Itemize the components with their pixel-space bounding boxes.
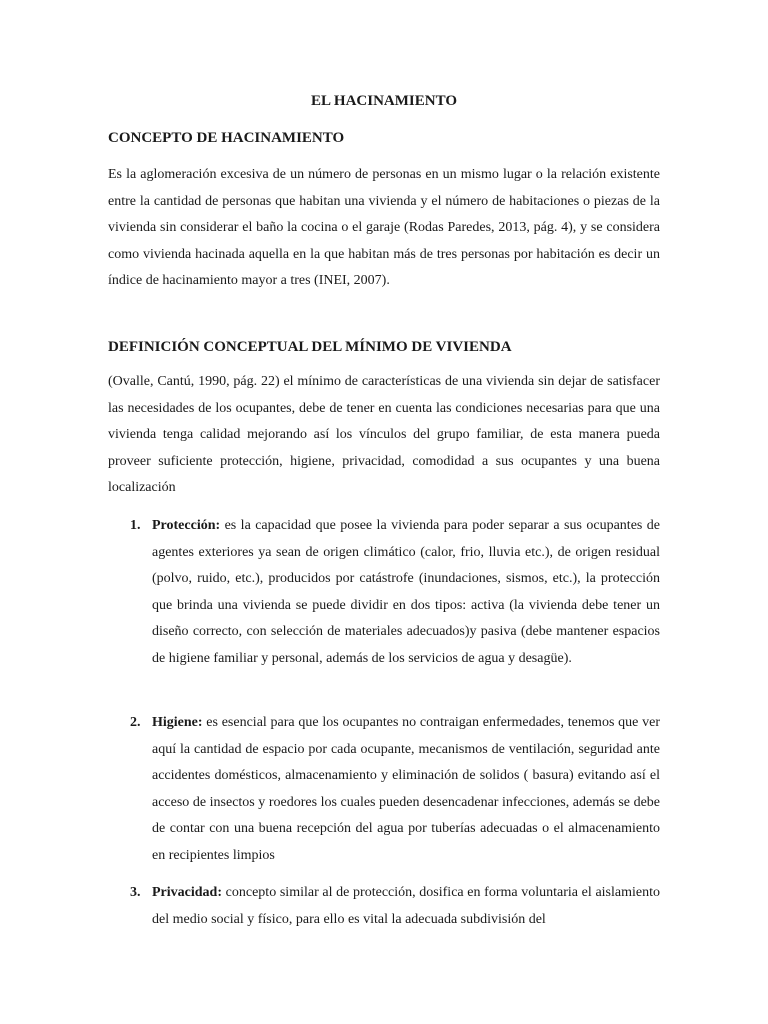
list-item-term: Higiene:: [152, 715, 203, 730]
list-item-text: es la capacidad que posee la vivienda para poder separar a sus ocupantes de agentes exteriores ya sean de origen climático (calor, frio, lluvia etc.), de origen residual (polvo, ruido, etc.), producidos por catástrofe (inundaciones, sismos, etc.), la protección que brinda una vivienda se puede dividir en dos tipos: activa (la vivienda debe tener un diseño correcto, con selección de materiales adecuados)y pasiva (debe mantener espacios de higiene familiar y personal, además de los servicios de agua y desagüe).: [152, 518, 660, 666]
list-item-text: es esencial para que los ocupantes no contraigan enfermedades, tenemos que ver aquí la cantidad de espacio por cada ocupante, mecanismos de ventilación, seguridad ante accidentes domésticos, almacenamiento y eliminación de solidos ( basura) evitando así el acceso de insectos y roedores los cuales pueden desencadenar infecciones, además se debe de contar con una buena recepción del agua por tuberías adecuadas o el almacenamiento en recipientes limpios: [152, 715, 660, 863]
list-item-number: 1.: [130, 518, 141, 533]
list-item-higiene: [130, 710, 660, 870]
paragraph-concepto: Es la aglomeración excesiva de un número de personas en un mismo lugar o la relación existente entre la cantidad de personas que habitan una vivienda y el número de habitaciones o piezas de la vivienda sin considerar el baño la cocina o el garaje (Rodas Paredes, 2013, pág. 4), y se considera como vivienda hacinada aquella en la que habitan más de tres personas por habitación es decir un índice de hacinamiento mayor a tres (INEI, 2007).: [108, 167, 660, 289]
list-item-body: [152, 710, 660, 870]
list-item-number: 2.: [130, 715, 141, 730]
list-item-term: Privacidad:: [152, 885, 222, 900]
list-item-body: [152, 880, 660, 933]
list-item-text: concepto similar al de protección, dosifica en forma voluntaria el aislamiento del medio social y físico, para ello es vital la adecuada subdivisión del: [152, 885, 660, 927]
list-item-proteccion: [130, 513, 660, 673]
document-title: EL HACINAMIENTO: [310, 93, 457, 109]
paragraph-definicion: (Ovalle, Cantú, 1990, pág. 22) el mínimo de características de una vivienda sin dejar de satisfacer las necesidades de los ocupantes, debe de tener en cuenta las condiciones necesarias para que una vivienda tenga calidad mejorando así los vínculos del grupo familiar, de esta manera pueda proveer suficiente protección, higiene, privacidad, comodidad a sus ocupantes y una buena localización: [108, 374, 660, 496]
list-item-body: [152, 513, 660, 673]
section-heading-definicion: DEFINICIÓN CONCEPTUAL DEL MÍNIMO DE VIVIENDA: [108, 339, 512, 355]
list-item-term: Protección:: [152, 518, 221, 533]
list-item-privacidad: [130, 880, 660, 933]
list-item-number: 3.: [130, 885, 141, 900]
section-heading-concepto: CONCEPTO DE HACINAMIENTO: [108, 130, 345, 146]
